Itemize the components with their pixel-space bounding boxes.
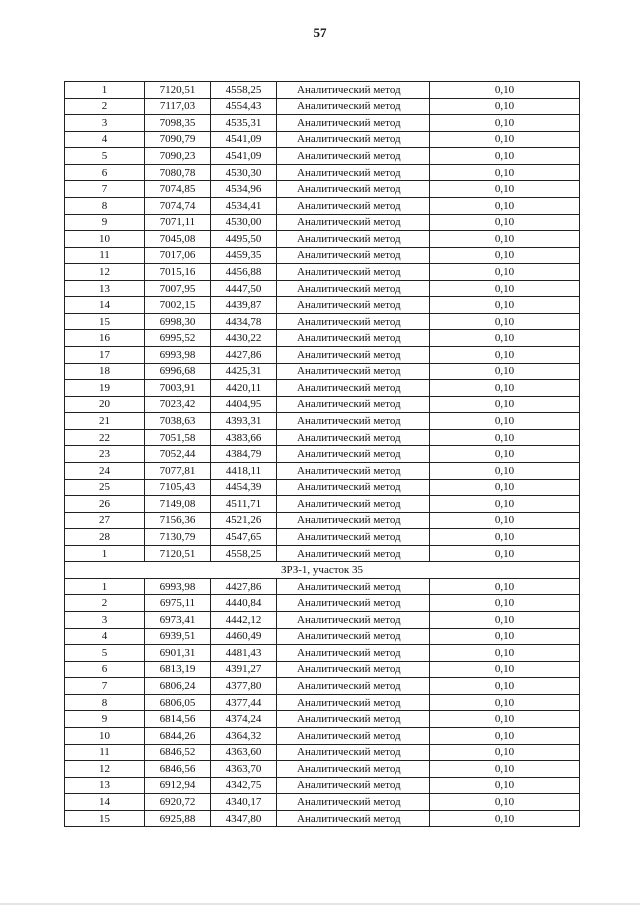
- y-coordinate-cell: 4534,41: [211, 197, 277, 214]
- accuracy-cell: 0,10: [430, 82, 580, 99]
- method-cell: Аналитический метод: [277, 794, 430, 811]
- accuracy-cell: 0,10: [430, 777, 580, 794]
- method-cell: Аналитический метод: [277, 727, 430, 744]
- x-coordinate-cell: 6901,31: [145, 645, 211, 662]
- accuracy-cell: 0,10: [430, 694, 580, 711]
- method-cell: Аналитический метод: [277, 694, 430, 711]
- x-coordinate-cell: 7052,44: [145, 446, 211, 463]
- accuracy-cell: 0,10: [430, 164, 580, 181]
- table-row: [65, 413, 580, 430]
- method-cell: Аналитический метод: [277, 164, 430, 181]
- y-coordinate-cell: 4558,25: [211, 82, 277, 99]
- accuracy-cell: 0,10: [430, 297, 580, 314]
- point-number-cell: 15: [65, 810, 145, 827]
- method-cell: Аналитический метод: [277, 595, 430, 612]
- x-coordinate-cell: 6973,41: [145, 612, 211, 629]
- x-coordinate-cell: 7149,08: [145, 496, 211, 513]
- y-coordinate-cell: 4340,17: [211, 794, 277, 811]
- x-coordinate-cell: 6912,94: [145, 777, 211, 794]
- table-row: [65, 98, 580, 115]
- point-number-cell: 1: [65, 82, 145, 99]
- accuracy-cell: 0,10: [430, 446, 580, 463]
- x-coordinate-cell: 6846,52: [145, 744, 211, 761]
- method-cell: Аналитический метод: [277, 661, 430, 678]
- table-row: [65, 131, 580, 148]
- point-number-cell: 25: [65, 479, 145, 496]
- method-cell: Аналитический метод: [277, 761, 430, 778]
- table-row: [65, 761, 580, 778]
- table-row: [65, 545, 580, 562]
- y-coordinate-cell: 4374,24: [211, 711, 277, 728]
- x-coordinate-cell: 6846,56: [145, 761, 211, 778]
- method-cell: Аналитический метод: [277, 214, 430, 231]
- method-cell: Аналитический метод: [277, 446, 430, 463]
- table-row: [65, 628, 580, 645]
- method-cell: Аналитический метод: [277, 115, 430, 132]
- table-row: [65, 462, 580, 479]
- table-row: [65, 727, 580, 744]
- point-number-cell: 3: [65, 612, 145, 629]
- x-coordinate-cell: 6920,72: [145, 794, 211, 811]
- method-cell: Аналитический метод: [277, 313, 430, 330]
- y-coordinate-cell: 4530,00: [211, 214, 277, 231]
- accuracy-cell: 0,10: [430, 115, 580, 132]
- method-cell: Аналитический метод: [277, 678, 430, 695]
- x-coordinate-cell: 6975,11: [145, 595, 211, 612]
- accuracy-cell: 0,10: [430, 148, 580, 165]
- accuracy-cell: 0,10: [430, 529, 580, 546]
- point-number-cell: 7: [65, 181, 145, 198]
- method-cell: Аналитический метод: [277, 363, 430, 380]
- y-coordinate-cell: 4454,39: [211, 479, 277, 496]
- method-cell: Аналитический метод: [277, 578, 430, 595]
- x-coordinate-cell: 6993,98: [145, 578, 211, 595]
- accuracy-cell: 0,10: [430, 810, 580, 827]
- table-row: [65, 479, 580, 496]
- y-coordinate-cell: 4442,12: [211, 612, 277, 629]
- x-coordinate-cell: 6813,19: [145, 661, 211, 678]
- point-number-cell: 2: [65, 98, 145, 115]
- x-coordinate-cell: 6939,51: [145, 628, 211, 645]
- point-number-cell: 24: [65, 462, 145, 479]
- x-coordinate-cell: 7015,16: [145, 264, 211, 281]
- y-coordinate-cell: 4377,44: [211, 694, 277, 711]
- y-coordinate-cell: 4495,50: [211, 231, 277, 248]
- y-coordinate-cell: 4541,09: [211, 148, 277, 165]
- point-number-cell: 15: [65, 313, 145, 330]
- x-coordinate-cell: 6998,30: [145, 313, 211, 330]
- table-row: [65, 181, 580, 198]
- x-coordinate-cell: 7080,78: [145, 164, 211, 181]
- point-number-cell: 10: [65, 727, 145, 744]
- point-number-cell: 9: [65, 711, 145, 728]
- method-cell: Аналитический метод: [277, 612, 430, 629]
- point-number-cell: 13: [65, 777, 145, 794]
- x-coordinate-cell: 7023,42: [145, 396, 211, 413]
- x-coordinate-cell: 7007,95: [145, 280, 211, 297]
- point-number-cell: 23: [65, 446, 145, 463]
- table-row: [65, 711, 580, 728]
- point-number-cell: 1: [65, 578, 145, 595]
- coordinates-table: [64, 81, 580, 827]
- accuracy-cell: 0,10: [430, 363, 580, 380]
- x-coordinate-cell: 7105,43: [145, 479, 211, 496]
- point-number-cell: 28: [65, 529, 145, 546]
- table-row: [65, 247, 580, 264]
- point-number-cell: 13: [65, 280, 145, 297]
- y-coordinate-cell: 4384,79: [211, 446, 277, 463]
- y-coordinate-cell: 4554,43: [211, 98, 277, 115]
- x-coordinate-cell: 7071,11: [145, 214, 211, 231]
- point-number-cell: 12: [65, 264, 145, 281]
- y-coordinate-cell: 4363,60: [211, 744, 277, 761]
- accuracy-cell: 0,10: [430, 761, 580, 778]
- table-row: [65, 645, 580, 662]
- accuracy-cell: 0,10: [430, 247, 580, 264]
- point-number-cell: 26: [65, 496, 145, 513]
- point-number-cell: 10: [65, 231, 145, 248]
- accuracy-cell: 0,10: [430, 628, 580, 645]
- y-coordinate-cell: 4393,31: [211, 413, 277, 430]
- accuracy-cell: 0,10: [430, 330, 580, 347]
- x-coordinate-cell: 6925,88: [145, 810, 211, 827]
- table-row: [65, 496, 580, 513]
- accuracy-cell: 0,10: [430, 512, 580, 529]
- y-coordinate-cell: 4342,75: [211, 777, 277, 794]
- y-coordinate-cell: 4541,09: [211, 131, 277, 148]
- method-cell: Аналитический метод: [277, 247, 430, 264]
- method-cell: Аналитический метод: [277, 98, 430, 115]
- y-coordinate-cell: 4434,78: [211, 313, 277, 330]
- table-row: [65, 396, 580, 413]
- point-number-cell: 17: [65, 347, 145, 364]
- method-cell: Аналитический метод: [277, 462, 430, 479]
- accuracy-cell: 0,10: [430, 380, 580, 397]
- accuracy-cell: 0,10: [430, 595, 580, 612]
- table-row: [65, 794, 580, 811]
- accuracy-cell: 0,10: [430, 280, 580, 297]
- y-coordinate-cell: 4481,43: [211, 645, 277, 662]
- method-cell: Аналитический метод: [277, 628, 430, 645]
- method-cell: Аналитический метод: [277, 297, 430, 314]
- point-number-cell: 11: [65, 744, 145, 761]
- y-coordinate-cell: 4364,32: [211, 727, 277, 744]
- point-number-cell: 7: [65, 678, 145, 695]
- accuracy-cell: 0,10: [430, 612, 580, 629]
- y-coordinate-cell: 4456,88: [211, 264, 277, 281]
- point-number-cell: 2: [65, 595, 145, 612]
- accuracy-cell: 0,10: [430, 214, 580, 231]
- point-number-cell: 6: [65, 164, 145, 181]
- method-cell: Аналитический метод: [277, 645, 430, 662]
- x-coordinate-cell: 7120,51: [145, 545, 211, 562]
- point-number-cell: 9: [65, 214, 145, 231]
- point-number-cell: 14: [65, 794, 145, 811]
- y-coordinate-cell: 4347,80: [211, 810, 277, 827]
- x-coordinate-cell: 6995,52: [145, 330, 211, 347]
- x-coordinate-cell: 7051,58: [145, 429, 211, 446]
- point-number-cell: 1: [65, 545, 145, 562]
- table-row: [65, 363, 580, 380]
- accuracy-cell: 0,10: [430, 313, 580, 330]
- table-row: [65, 197, 580, 214]
- coordinates-table-body: [65, 82, 580, 827]
- method-cell: Аналитический метод: [277, 777, 430, 794]
- method-cell: Аналитический метод: [277, 429, 430, 446]
- point-number-cell: 18: [65, 363, 145, 380]
- x-coordinate-cell: 7090,23: [145, 148, 211, 165]
- method-cell: Аналитический метод: [277, 347, 430, 364]
- method-cell: Аналитический метод: [277, 264, 430, 281]
- table-row: [65, 512, 580, 529]
- table-row: [65, 661, 580, 678]
- method-cell: Аналитический метод: [277, 512, 430, 529]
- method-cell: Аналитический метод: [277, 545, 430, 562]
- y-coordinate-cell: 4459,35: [211, 247, 277, 264]
- table-row: [65, 380, 580, 397]
- table-row: [65, 82, 580, 99]
- method-cell: Аналитический метод: [277, 231, 430, 248]
- point-number-cell: 3: [65, 115, 145, 132]
- method-cell: Аналитический метод: [277, 82, 430, 99]
- point-number-cell: 8: [65, 197, 145, 214]
- point-number-cell: 11: [65, 247, 145, 264]
- accuracy-cell: 0,10: [430, 711, 580, 728]
- method-cell: Аналитический метод: [277, 479, 430, 496]
- y-coordinate-cell: 4534,96: [211, 181, 277, 198]
- point-number-cell: 14: [65, 297, 145, 314]
- table-row: [65, 214, 580, 231]
- point-number-cell: 6: [65, 661, 145, 678]
- table-row: [65, 777, 580, 794]
- x-coordinate-cell: 7074,74: [145, 197, 211, 214]
- accuracy-cell: 0,10: [430, 661, 580, 678]
- method-cell: Аналитический метод: [277, 711, 430, 728]
- y-coordinate-cell: 4558,25: [211, 545, 277, 562]
- x-coordinate-cell: 7003,91: [145, 380, 211, 397]
- y-coordinate-cell: 4427,86: [211, 578, 277, 595]
- table-row: [65, 578, 580, 595]
- accuracy-cell: 0,10: [430, 678, 580, 695]
- table-row: [65, 429, 580, 446]
- y-coordinate-cell: 4535,31: [211, 115, 277, 132]
- table-row: [65, 694, 580, 711]
- y-coordinate-cell: 4439,87: [211, 297, 277, 314]
- point-number-cell: 20: [65, 396, 145, 413]
- method-cell: Аналитический метод: [277, 280, 430, 297]
- y-coordinate-cell: 4460,49: [211, 628, 277, 645]
- method-cell: Аналитический метод: [277, 496, 430, 513]
- method-cell: Аналитический метод: [277, 744, 430, 761]
- table-row: [65, 231, 580, 248]
- x-coordinate-cell: 7098,35: [145, 115, 211, 132]
- x-coordinate-cell: 7002,15: [145, 297, 211, 314]
- y-coordinate-cell: 4425,31: [211, 363, 277, 380]
- table-row: [65, 612, 580, 629]
- y-coordinate-cell: 4440,84: [211, 595, 277, 612]
- table-row: [65, 264, 580, 281]
- accuracy-cell: 0,10: [430, 197, 580, 214]
- method-cell: Аналитический метод: [277, 380, 430, 397]
- x-coordinate-cell: 7090,79: [145, 131, 211, 148]
- method-cell: Аналитический метод: [277, 197, 430, 214]
- point-number-cell: 5: [65, 645, 145, 662]
- x-coordinate-cell: 7074,85: [145, 181, 211, 198]
- method-cell: Аналитический метод: [277, 810, 430, 827]
- y-coordinate-cell: 4418,11: [211, 462, 277, 479]
- y-coordinate-cell: 4447,50: [211, 280, 277, 297]
- y-coordinate-cell: 4547,65: [211, 529, 277, 546]
- x-coordinate-cell: 7117,03: [145, 98, 211, 115]
- point-number-cell: 21: [65, 413, 145, 430]
- y-coordinate-cell: 4521,26: [211, 512, 277, 529]
- section-title: ЗРЗ-1, участок 35: [65, 562, 580, 579]
- point-number-cell: 4: [65, 628, 145, 645]
- accuracy-cell: 0,10: [430, 181, 580, 198]
- method-cell: Аналитический метод: [277, 413, 430, 430]
- table-row: [65, 280, 580, 297]
- y-coordinate-cell: 4404,95: [211, 396, 277, 413]
- table-row: [65, 148, 580, 165]
- method-cell: Аналитический метод: [277, 148, 430, 165]
- point-number-cell: 4: [65, 131, 145, 148]
- point-number-cell: 12: [65, 761, 145, 778]
- table-row: [65, 744, 580, 761]
- point-number-cell: 27: [65, 512, 145, 529]
- x-coordinate-cell: 7120,51: [145, 82, 211, 99]
- table-row: [65, 330, 580, 347]
- method-cell: Аналитический метод: [277, 131, 430, 148]
- accuracy-cell: 0,10: [430, 744, 580, 761]
- x-coordinate-cell: 7156,36: [145, 512, 211, 529]
- x-coordinate-cell: 7077,81: [145, 462, 211, 479]
- y-coordinate-cell: 4363,70: [211, 761, 277, 778]
- accuracy-cell: 0,10: [430, 462, 580, 479]
- table-row: [65, 810, 580, 827]
- accuracy-cell: 0,10: [430, 347, 580, 364]
- point-number-cell: 22: [65, 429, 145, 446]
- page-number: 57: [313, 25, 327, 40]
- table-row: [65, 678, 580, 695]
- x-coordinate-cell: 6996,68: [145, 363, 211, 380]
- x-coordinate-cell: 7045,08: [145, 231, 211, 248]
- method-cell: Аналитический метод: [277, 396, 430, 413]
- y-coordinate-cell: 4391,27: [211, 661, 277, 678]
- accuracy-cell: 0,10: [430, 264, 580, 281]
- method-cell: Аналитический метод: [277, 181, 430, 198]
- x-coordinate-cell: 6806,24: [145, 678, 211, 695]
- accuracy-cell: 0,10: [430, 429, 580, 446]
- y-coordinate-cell: 4430,22: [211, 330, 277, 347]
- table-row: [65, 529, 580, 546]
- y-coordinate-cell: 4377,80: [211, 678, 277, 695]
- accuracy-cell: 0,10: [430, 496, 580, 513]
- accuracy-cell: 0,10: [430, 396, 580, 413]
- x-coordinate-cell: 6806,05: [145, 694, 211, 711]
- point-number-cell: 8: [65, 694, 145, 711]
- x-coordinate-cell: 7038,63: [145, 413, 211, 430]
- x-coordinate-cell: 6814,56: [145, 711, 211, 728]
- table-row: [65, 164, 580, 181]
- table-row: [65, 313, 580, 330]
- table-row: [65, 347, 580, 364]
- accuracy-cell: 0,10: [430, 479, 580, 496]
- y-coordinate-cell: 4383,66: [211, 429, 277, 446]
- table-row: [65, 595, 580, 612]
- method-cell: Аналитический метод: [277, 529, 430, 546]
- accuracy-cell: 0,10: [430, 131, 580, 148]
- x-coordinate-cell: 7130,79: [145, 529, 211, 546]
- point-number-cell: 19: [65, 380, 145, 397]
- accuracy-cell: 0,10: [430, 231, 580, 248]
- method-cell: Аналитический метод: [277, 330, 430, 347]
- y-coordinate-cell: 4530,30: [211, 164, 277, 181]
- section-header-row: [65, 562, 580, 579]
- x-coordinate-cell: 7017,06: [145, 247, 211, 264]
- accuracy-cell: 0,10: [430, 98, 580, 115]
- accuracy-cell: 0,10: [430, 545, 580, 562]
- y-coordinate-cell: 4420,11: [211, 380, 277, 397]
- accuracy-cell: 0,10: [430, 645, 580, 662]
- table-row: [65, 115, 580, 132]
- accuracy-cell: 0,10: [430, 578, 580, 595]
- accuracy-cell: 0,10: [430, 413, 580, 430]
- accuracy-cell: 0,10: [430, 727, 580, 744]
- y-coordinate-cell: 4511,71: [211, 496, 277, 513]
- y-coordinate-cell: 4427,86: [211, 347, 277, 364]
- x-coordinate-cell: 6844,26: [145, 727, 211, 744]
- table-row: [65, 297, 580, 314]
- point-number-cell: 5: [65, 148, 145, 165]
- table-row: [65, 446, 580, 463]
- point-number-cell: 16: [65, 330, 145, 347]
- x-coordinate-cell: 6993,98: [145, 347, 211, 364]
- accuracy-cell: 0,10: [430, 794, 580, 811]
